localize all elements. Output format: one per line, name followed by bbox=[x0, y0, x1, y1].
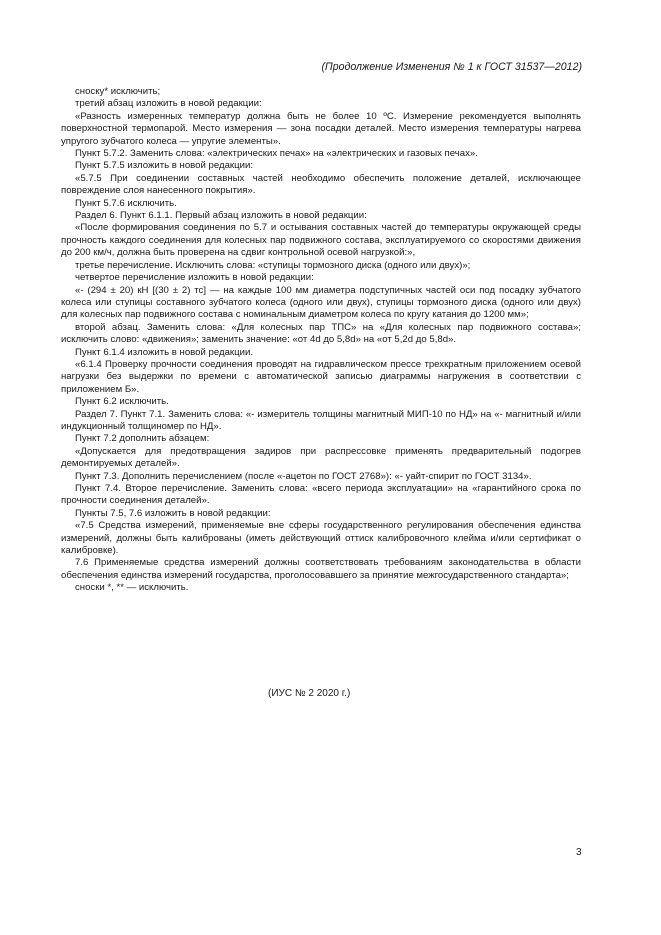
paragraph: «Допускается для предотвращения задиров при распрессовке применять предварительный подогрев демонтируемых деталей». bbox=[61, 445, 581, 470]
paragraph: третье перечисление. Исключить слова: «ступицы тормозного диска (одного или двух)»; bbox=[75, 259, 471, 271]
page-number: 3 bbox=[576, 847, 582, 858]
paragraph: Пункт 7.2 дополнить абзацем: bbox=[75, 433, 210, 445]
paragraph: Пункты 7.5, 7.6 изложить в новой редакции: bbox=[75, 507, 271, 519]
bulletin-reference: (ИУС № 2 2020 г.) bbox=[268, 688, 351, 699]
document-body bbox=[61, 86, 581, 595]
paragraph: «5.7.5 При соединении составных частей необходимо обеспечить положение деталей, исключающее повреждение слоя нанесенного покрытия». bbox=[61, 172, 581, 197]
paragraph: «- (294 ± 20) кН [(30 ± 2) тс] — на каждые 100 мм диаметра подступичных частей оси под посадку зубчатого колеса или ступицы составного зубчатого колеса (одного или двух), ступицы тормозного диска (одного или двух) для колесных пар подвижного состава с номинальным диаметром колеса по кругу катания до 1200 мм»; bbox=[61, 284, 581, 321]
paragraph: Пункт 6.1.4 изложить в новой редакции. bbox=[75, 346, 253, 358]
paragraph: второй абзац. Заменить слова: «Для колесных пар ТПС» на «Для колесных пар подвижного состава»; исключить слово: «движения»; заменить значение: «от 4d до 5,8d» на «от 5,2d до 5,8d». bbox=[61, 321, 581, 346]
paragraph: «6.1.4 Проверку прочности соединения проводят на гидравлическом прессе трехкратным приложением осевой нагрузки без выдержки по времени с автоматической записью диаграммы нагружения в соответствии с приложением Б». bbox=[61, 358, 581, 395]
paragraph: Пункт 6.2 исключить. bbox=[75, 396, 169, 408]
paragraph: сноску* исключить; bbox=[75, 86, 161, 97]
paragraph: Пункт 7.4. Второе перечисление. Заменить слова: «всего периода эксплуатации» на «гарантийного срока по прочности соединения деталей». bbox=[61, 483, 581, 507]
paragraph: Пункт 7.3. Дополнить перечислением (после «-ацетон по ГОСТ 2768»): «- уайт-спирит по ГОСТ 3134». bbox=[75, 470, 532, 482]
paragraph: «Разность измеренных температур должна быть не более 10 ºС. Измерение рекомендуется выполнять поверхностной термопарой. Место измерения — зона посадки деталей. Место измерения температуры нагрева упругого зубчатого колеса — упругие элементы». bbox=[61, 110, 581, 147]
paragraph: Раздел 6. Пункт 6.1.1. Первый абзац изложить в новой редакции: bbox=[75, 210, 367, 222]
paragraph: Пункт 5.7.2. Заменить слова: «электрических печах» на «электрических и газовых печах». bbox=[75, 148, 478, 160]
paragraph: третий абзац изложить в новой редакции: bbox=[75, 98, 262, 110]
paragraph: 7.6 Применяемые средства измерений должны соответствовать требованиям законодательства в области обеспечения единства измерений государства, проголосовавшего за принятие межгосударственного стандарта»; bbox=[61, 557, 581, 581]
paragraph: сноски *, ** — исключить. bbox=[75, 582, 189, 594]
paragraph: «После формирования соединения по 5.7 и остывания составных частей до температуры окружающей среды прочность каждого соединения для колесных пар подвижного состава, эксплуатируемого со скоростями движения до 200 км/ч, должна быть проверена на сдвиг контрольной осевой нагрузкой:», bbox=[61, 222, 581, 259]
paragraph: Пункт 5.7.6 исключить. bbox=[75, 197, 177, 209]
paragraph: Пункт 5.7.5 изложить в новой редакции: bbox=[75, 160, 253, 172]
paragraph: «7.5 Средства измерений, применяемые вне сферы государственного регулирования обеспечения единства измерений, должны быть калиброваны (иметь действующий оттиск калибровочного клейма и/или сертификат о калибровке). bbox=[61, 520, 581, 557]
paragraph: Раздел 7. Пункт 7.1. Заменить слова: «- измеритель толщины магнитный МИП-10 по НД» на «- магнитный и/или индукционный толщиномер по НД». bbox=[61, 408, 581, 432]
document-header: (Продолжение Изменения № 1 к ГОСТ 31537—2012) bbox=[321, 61, 582, 73]
paragraph: четвертое перечисление изложить в новой редакции: bbox=[75, 272, 314, 284]
